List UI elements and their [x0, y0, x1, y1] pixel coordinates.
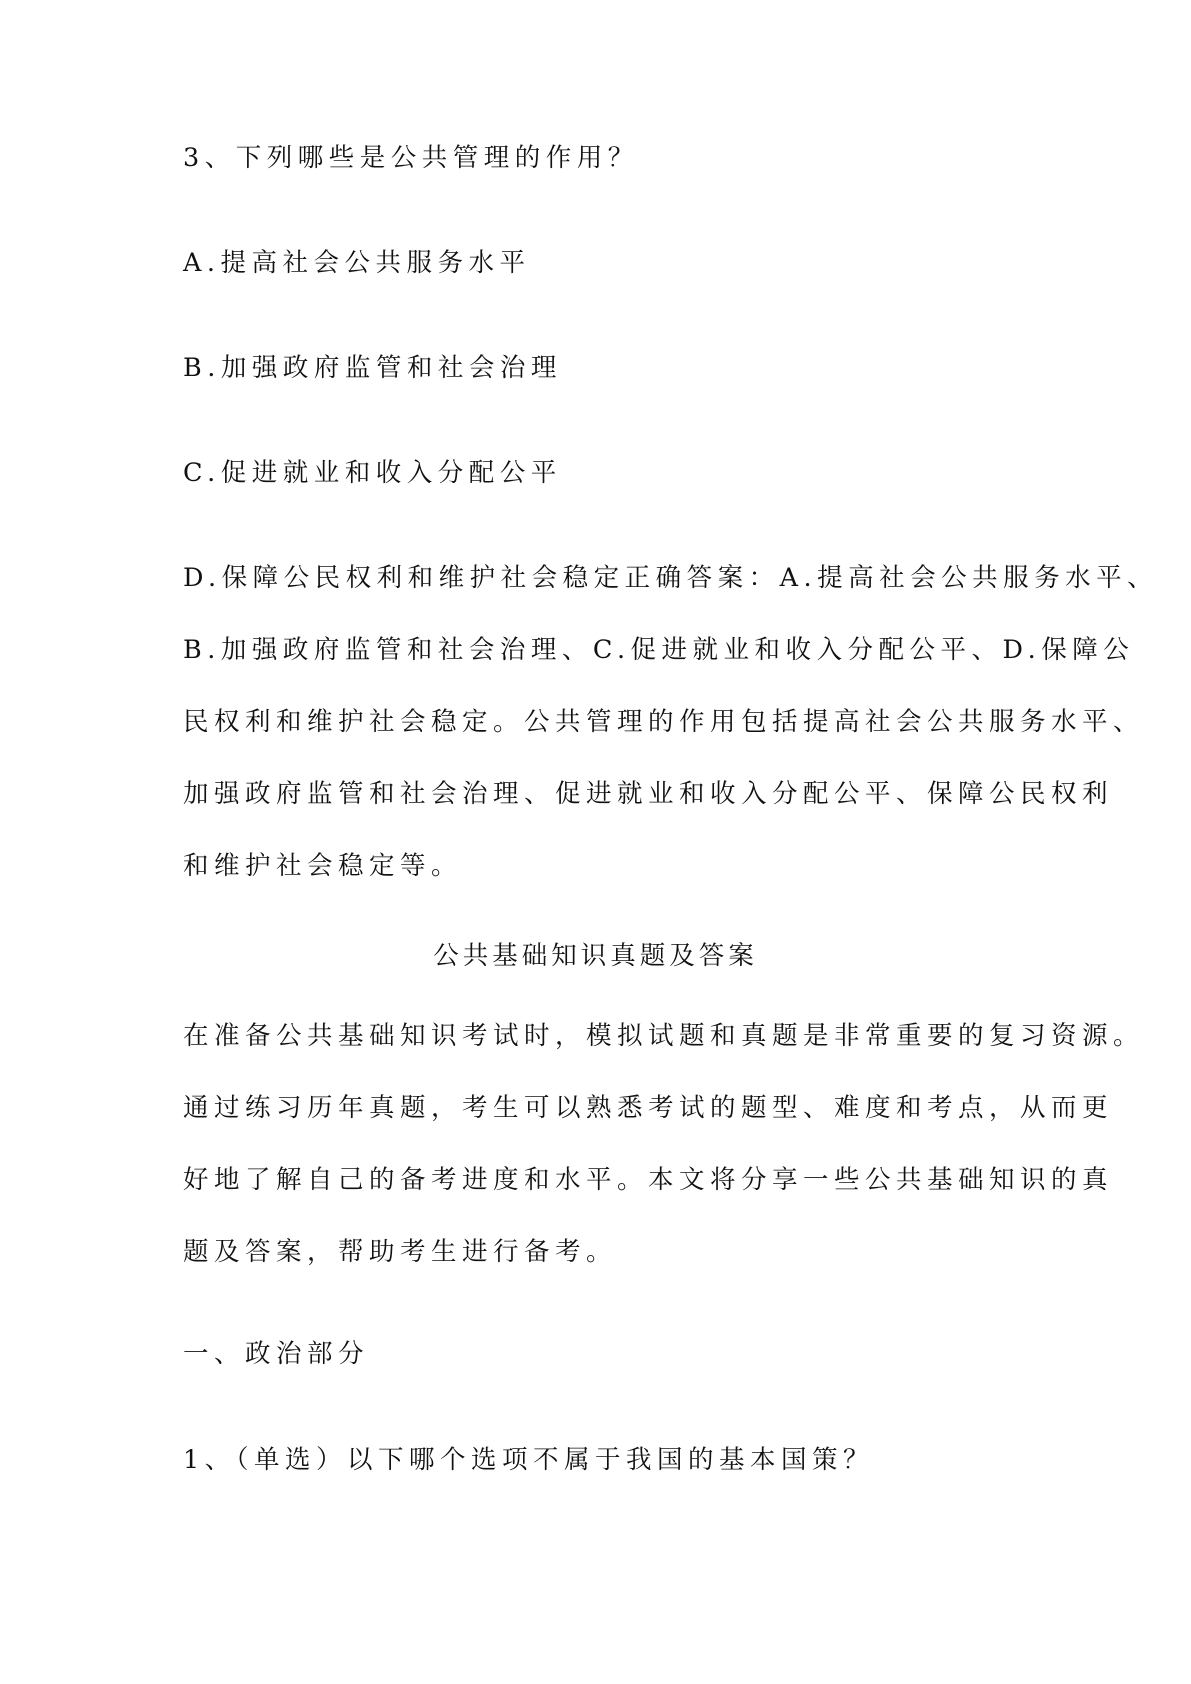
answer-line-1: D.保障公民权利和维护社会稳定正确答案：A.提高社会公共服务水平、: [183, 563, 1159, 593]
intro-line-2: 通过练习历年真题，考生可以熟悉考试的题型、难度和考点，从而更: [183, 1093, 1114, 1123]
intro-line-3: 好地了解自己的备考进度和水平。本文将分享一些公共基础知识的真: [183, 1165, 1114, 1195]
option-a: A.提高社会公共服务水平: [183, 248, 531, 278]
answer-line-4: 加强政府监管和社会治理、促进就业和收入分配公平、保障公民权利: [183, 779, 1114, 809]
answer-line-2: B.加强政府监管和社会治理、C.促进就业和收入分配公平、D.保障公: [183, 635, 1135, 665]
section-title: 公共基础知识真题及答案: [433, 941, 758, 971]
part-heading: 一、政治部分: [183, 1339, 370, 1369]
intro-line-4: 题及答案，帮助考生进行备考。: [183, 1237, 618, 1267]
question-3-stem: 3、下列哪些是公共管理的作用？: [183, 143, 639, 173]
answer-line-5: 和维护社会稳定等。: [183, 851, 463, 881]
option-c: C.促进就业和收入分配公平: [183, 458, 562, 488]
option-b: B.加强政府监管和社会治理: [183, 353, 562, 383]
answer-line-3: 民权利和维护社会稳定。公共管理的作用包括提高社会公共服务水平、: [183, 707, 1145, 737]
intro-line-1: 在准备公共基础知识考试时，模拟试题和真题是非常重要的复习资源。: [183, 1021, 1145, 1051]
question-1-stem: 1、（单选）以下哪个选项不属于我国的基本国策？: [183, 1445, 874, 1475]
